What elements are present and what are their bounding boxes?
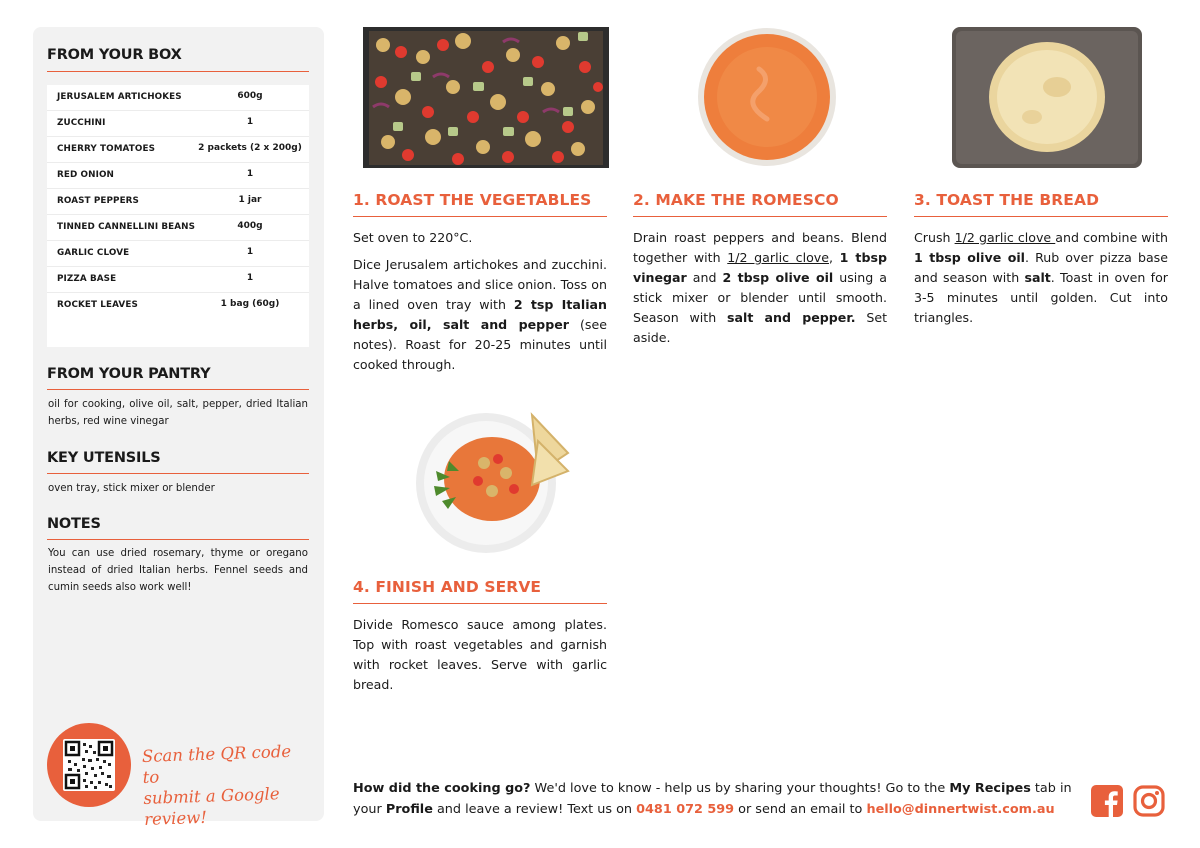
ingredient-name: PIZZA BASE — [57, 274, 117, 284]
step-3-paragraph — [914, 228, 1168, 328]
ingredient-row — [47, 293, 309, 319]
ingredient-row — [47, 137, 309, 163]
ingredient-name: TINNED CANNELLINI BEANS — [57, 222, 196, 232]
ingredient-qty: 1 — [246, 169, 254, 179]
step-4-title: 4. FINISH AND SERVE — [353, 578, 542, 596]
step-1-text — [353, 228, 607, 382]
step-bold-text: 2 tsp Italian herbs, oil, salt and pepper — [353, 297, 607, 332]
step-text-span: Dice Jerusalem artichokes and zucchini. Halve tomatoes and slice onion. Toss on a lined oven tray with — [353, 257, 607, 312]
step-bold-text: 1 tbsp vinegar — [633, 250, 887, 285]
toasted-bread-photo — [952, 27, 1142, 168]
ingredient-qty: 400g — [237, 221, 263, 231]
footer-text: or send an email to — [734, 802, 867, 817]
step-2-title: 2. MAKE THE ROMESCO — [633, 191, 839, 209]
ingredient-qty: 1 — [246, 247, 254, 257]
divider — [353, 216, 607, 217]
step-2-text — [633, 228, 887, 355]
ingredient-qty: 1 bag (60g) — [220, 299, 280, 309]
my-recipes-link[interactable]: My Recipes — [949, 781, 1031, 796]
key-utensils-title: KEY UTENSILS — [47, 450, 161, 466]
ingredients-sidebar — [33, 27, 324, 829]
ingredient-name: GARLIC CLOVE — [57, 248, 130, 258]
ingredient-qty: 600g — [237, 91, 263, 101]
roast-vegetables-photo — [363, 27, 609, 168]
footer-text: We'd love to know - help us by sharing your thoughts! Go to the — [530, 781, 950, 796]
step-3-title: 3. TOAST THE BREAD — [914, 191, 1100, 209]
feedback-footer — [353, 778, 1073, 820]
footer-text: and leave a review! Text us on — [432, 802, 637, 817]
from-your-box-title: FROM YOUR BOX — [47, 47, 182, 63]
notes-title: NOTES — [47, 516, 101, 532]
divider — [47, 389, 309, 390]
ingredient-qty: 1 — [246, 273, 254, 283]
step-text-span: . Rub over pizza base and season with — [914, 250, 1168, 285]
divider — [47, 539, 309, 540]
pantry-text: oil for cooking, olive oil, salt, pepper, dried Italian herbs, red wine vinegar — [48, 399, 308, 427]
profile-link[interactable]: Profile — [385, 802, 433, 817]
step-1-title: 1. ROAST THE VEGETABLES — [353, 191, 592, 209]
qr-code-icon — [63, 739, 115, 791]
step-text-span: and — [686, 270, 723, 285]
ingredient-row — [47, 163, 309, 189]
step-underlined-text: 1/2 garlic clove — [727, 250, 829, 265]
step-text-span: , — [828, 250, 840, 265]
step-bold-text: 1 tbsp olive oil — [914, 250, 1025, 265]
step-bold-text: 2 tbsp olive oil — [722, 270, 834, 285]
step-1-paragraph — [353, 255, 607, 375]
ingredient-name: ROAST PEPPERS — [57, 196, 139, 206]
step-4-text — [353, 615, 607, 702]
step-text-span: using a stick mixer or blender until smooth. Season with — [633, 270, 887, 325]
finished-dish-photo — [414, 411, 572, 555]
step-4-paragraph: Divide Romesco sauce among plates. Top with roast vegetables and garnish with rocket leaves. Serve with garlic bread. — [353, 617, 607, 692]
step-text-span: Crush — [914, 230, 955, 245]
ingredient-row — [47, 267, 309, 293]
footer-text: tab in your — [353, 781, 1072, 817]
phone-link[interactable]: 0481 072 599 — [636, 802, 735, 817]
ingredient-name: RED ONION — [57, 170, 115, 180]
notes-text: You can use dried rosemary, thyme or oregano instead of dried Italian herbs. Fennel seeds and cumin seeds also work well! — [48, 548, 308, 593]
utensils-text: oven tray, stick mixer or blender — [48, 483, 215, 494]
step-text-span: and combine with — [1055, 230, 1168, 245]
box-ingredients-table — [47, 85, 309, 347]
from-your-pantry-title: FROM YOUR PANTRY — [47, 366, 211, 382]
ingredient-name: ZUCCHINI — [57, 118, 106, 128]
ingredient-row — [47, 241, 309, 267]
instagram-icon[interactable] — [1132, 784, 1166, 818]
step-text-span: (see notes). Roast for 20-25 minutes until cooked through. — [353, 317, 607, 372]
ingredient-name: JERUSALEM ARTICHOKES — [57, 92, 182, 102]
qr-code-badge[interactable] — [47, 723, 131, 807]
divider — [633, 216, 887, 217]
step-bold-text: salt and pepper. — [727, 310, 856, 325]
facebook-icon[interactable] — [1090, 784, 1124, 818]
step-text-span: Drain roast peppers and beans. Blend together with — [633, 230, 887, 265]
ingredient-row — [47, 215, 309, 241]
footer-question: How did the cooking go? — [353, 781, 531, 796]
step-text-span: Set aside. — [633, 310, 888, 345]
step-underlined-text: 1/2 garlic clove — [954, 230, 1056, 245]
email-link[interactable]: hello@dinnertwist.com.au — [866, 802, 1055, 817]
ingredient-row — [47, 85, 309, 111]
qr-review-caption — [142, 740, 315, 830]
divider — [47, 71, 309, 72]
ingredient-qty: 1 — [246, 117, 254, 127]
step-bold-text: salt — [1024, 270, 1051, 285]
ingredient-name: CHERRY TOMATOES — [57, 144, 156, 154]
divider — [47, 473, 309, 474]
step-2-paragraph — [633, 228, 887, 348]
step-3-text — [914, 228, 1168, 335]
step-1-paragraph: Set oven to 220°C. — [353, 230, 473, 245]
romesco-sauce-photo — [697, 27, 837, 167]
ingredient-qty: 2 packets (2 x 200g) — [198, 143, 302, 153]
step-text-span: . Toast in oven for 3-5 minutes until golden. Cut into triangles. — [914, 270, 1168, 325]
ingredient-name: ROCKET LEAVES — [57, 300, 138, 310]
ingredient-row — [47, 189, 309, 215]
qr-caption-line: submit a Google review! — [143, 784, 280, 829]
divider — [353, 603, 607, 604]
divider — [914, 216, 1168, 217]
ingredient-row — [47, 111, 309, 137]
ingredient-qty: 1 jar — [238, 195, 262, 205]
qr-caption-line: Scan the QR code to — [141, 741, 292, 787]
